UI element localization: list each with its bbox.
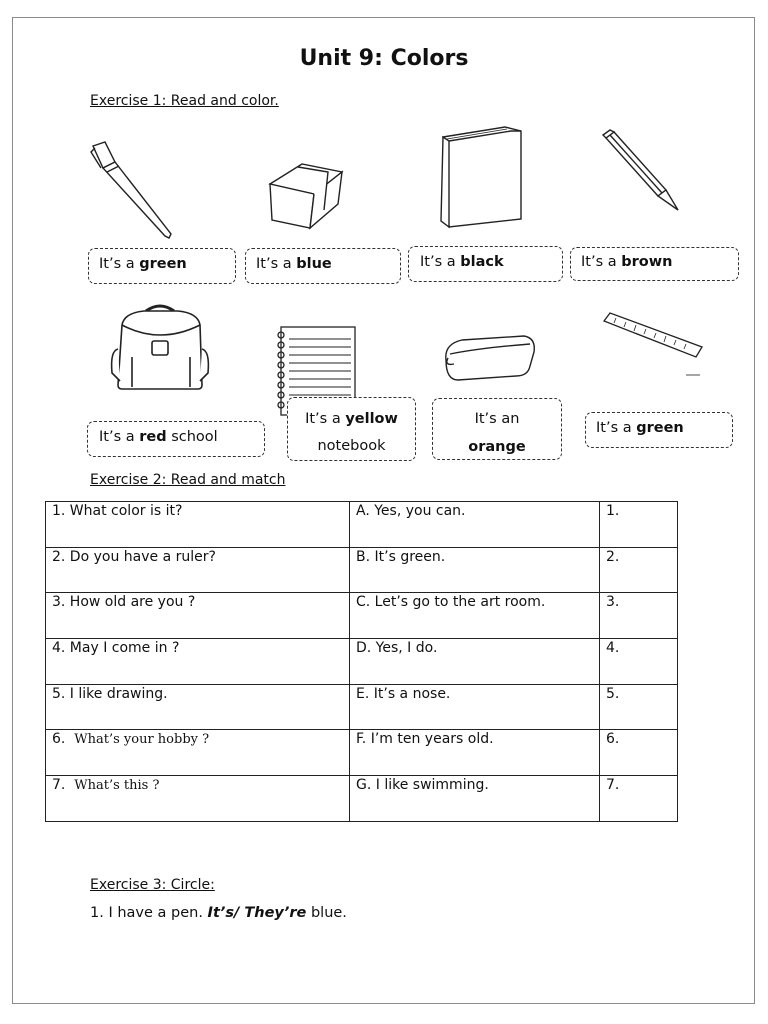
answer-cell: D. Yes, I do. bbox=[350, 639, 600, 685]
match-number-cell[interactable]: 2. bbox=[600, 547, 678, 593]
caption-text: It’s a bbox=[99, 429, 140, 445]
caption-text: It’s a bbox=[581, 254, 622, 270]
question-number: 6. bbox=[52, 731, 66, 748]
question-cell bbox=[46, 730, 350, 776]
color-word: red bbox=[139, 429, 167, 445]
caption-ruler bbox=[585, 412, 733, 448]
color-word: blue bbox=[296, 256, 332, 272]
match-number-cell[interactable]: 6. bbox=[600, 730, 678, 776]
school-bag-picture bbox=[108, 301, 213, 393]
table-row bbox=[46, 547, 678, 593]
caption-text: It’s a bbox=[305, 411, 346, 427]
answer-cell: B. It’s green. bbox=[350, 547, 600, 593]
answer-cell: G. I like swimming. bbox=[350, 776, 600, 822]
caption-notebook bbox=[287, 397, 416, 461]
book-picture bbox=[433, 121, 528, 231]
answer-cell: E. It’s a nose. bbox=[350, 684, 600, 730]
answer-cell: A. Yes, you can. bbox=[350, 502, 600, 548]
color-word: green bbox=[139, 256, 187, 272]
circle-choice[interactable]: It’s/ They’re bbox=[207, 905, 307, 921]
question-cell: 4. May I come in ? bbox=[46, 639, 350, 685]
exercise1-heading: Exercise 1: Read and color. bbox=[90, 93, 279, 109]
color-word: orange bbox=[468, 439, 526, 455]
table-row bbox=[46, 593, 678, 639]
caption-eraser bbox=[245, 248, 401, 284]
match-table bbox=[45, 501, 678, 822]
match-number-cell[interactable]: 3. bbox=[600, 593, 678, 639]
match-number-cell[interactable]: 7. bbox=[600, 776, 678, 822]
exercise3-sentence bbox=[90, 905, 347, 921]
question-cell bbox=[46, 776, 350, 822]
caption-text: It’s a bbox=[99, 256, 140, 272]
question-cell: 2. Do you have a ruler? bbox=[46, 547, 350, 593]
caption-school-bag bbox=[87, 421, 265, 457]
pen-picture bbox=[85, 138, 180, 243]
question-text: What’s this ? bbox=[74, 778, 160, 794]
table-row bbox=[46, 684, 678, 730]
question-number: 7. bbox=[52, 777, 66, 794]
color-word: brown bbox=[621, 254, 673, 270]
sentence-text: blue. bbox=[306, 905, 347, 921]
caption-text: school bbox=[166, 429, 218, 445]
caption-text: It’s an bbox=[474, 411, 520, 427]
question-cell: 3. How old are you ? bbox=[46, 593, 350, 639]
caption-pencil bbox=[570, 247, 739, 281]
pencil-picture bbox=[600, 128, 690, 213]
question-text: What’s your hobby ? bbox=[74, 732, 210, 748]
table-row bbox=[46, 730, 678, 776]
caption-text: It’s a bbox=[256, 256, 297, 272]
caption-text: It’s a bbox=[596, 420, 637, 436]
color-word: yellow bbox=[345, 411, 398, 427]
table-row bbox=[46, 502, 678, 548]
answer-cell: C. Let’s go to the art room. bbox=[350, 593, 600, 639]
answer-cell: F. I’m ten years old. bbox=[350, 730, 600, 776]
caption-text: It’s a bbox=[420, 254, 461, 270]
caption-book bbox=[408, 246, 563, 282]
table-row bbox=[46, 639, 678, 685]
pencil-case-picture bbox=[440, 330, 538, 385]
caption-pencil-case bbox=[432, 398, 562, 460]
ruler-picture bbox=[600, 311, 705, 381]
exercise2-heading: Exercise 2: Read and match bbox=[90, 472, 286, 488]
match-number-cell[interactable]: 5. bbox=[600, 684, 678, 730]
exercise3-heading: Exercise 3: Circle: bbox=[90, 877, 215, 893]
match-number-cell[interactable]: 4. bbox=[600, 639, 678, 685]
sentence-text: 1. I have a pen. bbox=[90, 905, 208, 921]
question-cell: 1. What color is it? bbox=[46, 502, 350, 548]
table-row bbox=[46, 776, 678, 822]
question-cell: 5. I like drawing. bbox=[46, 684, 350, 730]
color-word: green bbox=[636, 420, 684, 436]
match-number-cell[interactable]: 1. bbox=[600, 502, 678, 548]
caption-text: notebook bbox=[317, 438, 386, 454]
eraser-picture bbox=[262, 140, 357, 235]
color-word: black bbox=[460, 254, 504, 270]
page-title: Unit 9: Colors bbox=[299, 46, 469, 71]
caption-pen bbox=[88, 248, 236, 284]
